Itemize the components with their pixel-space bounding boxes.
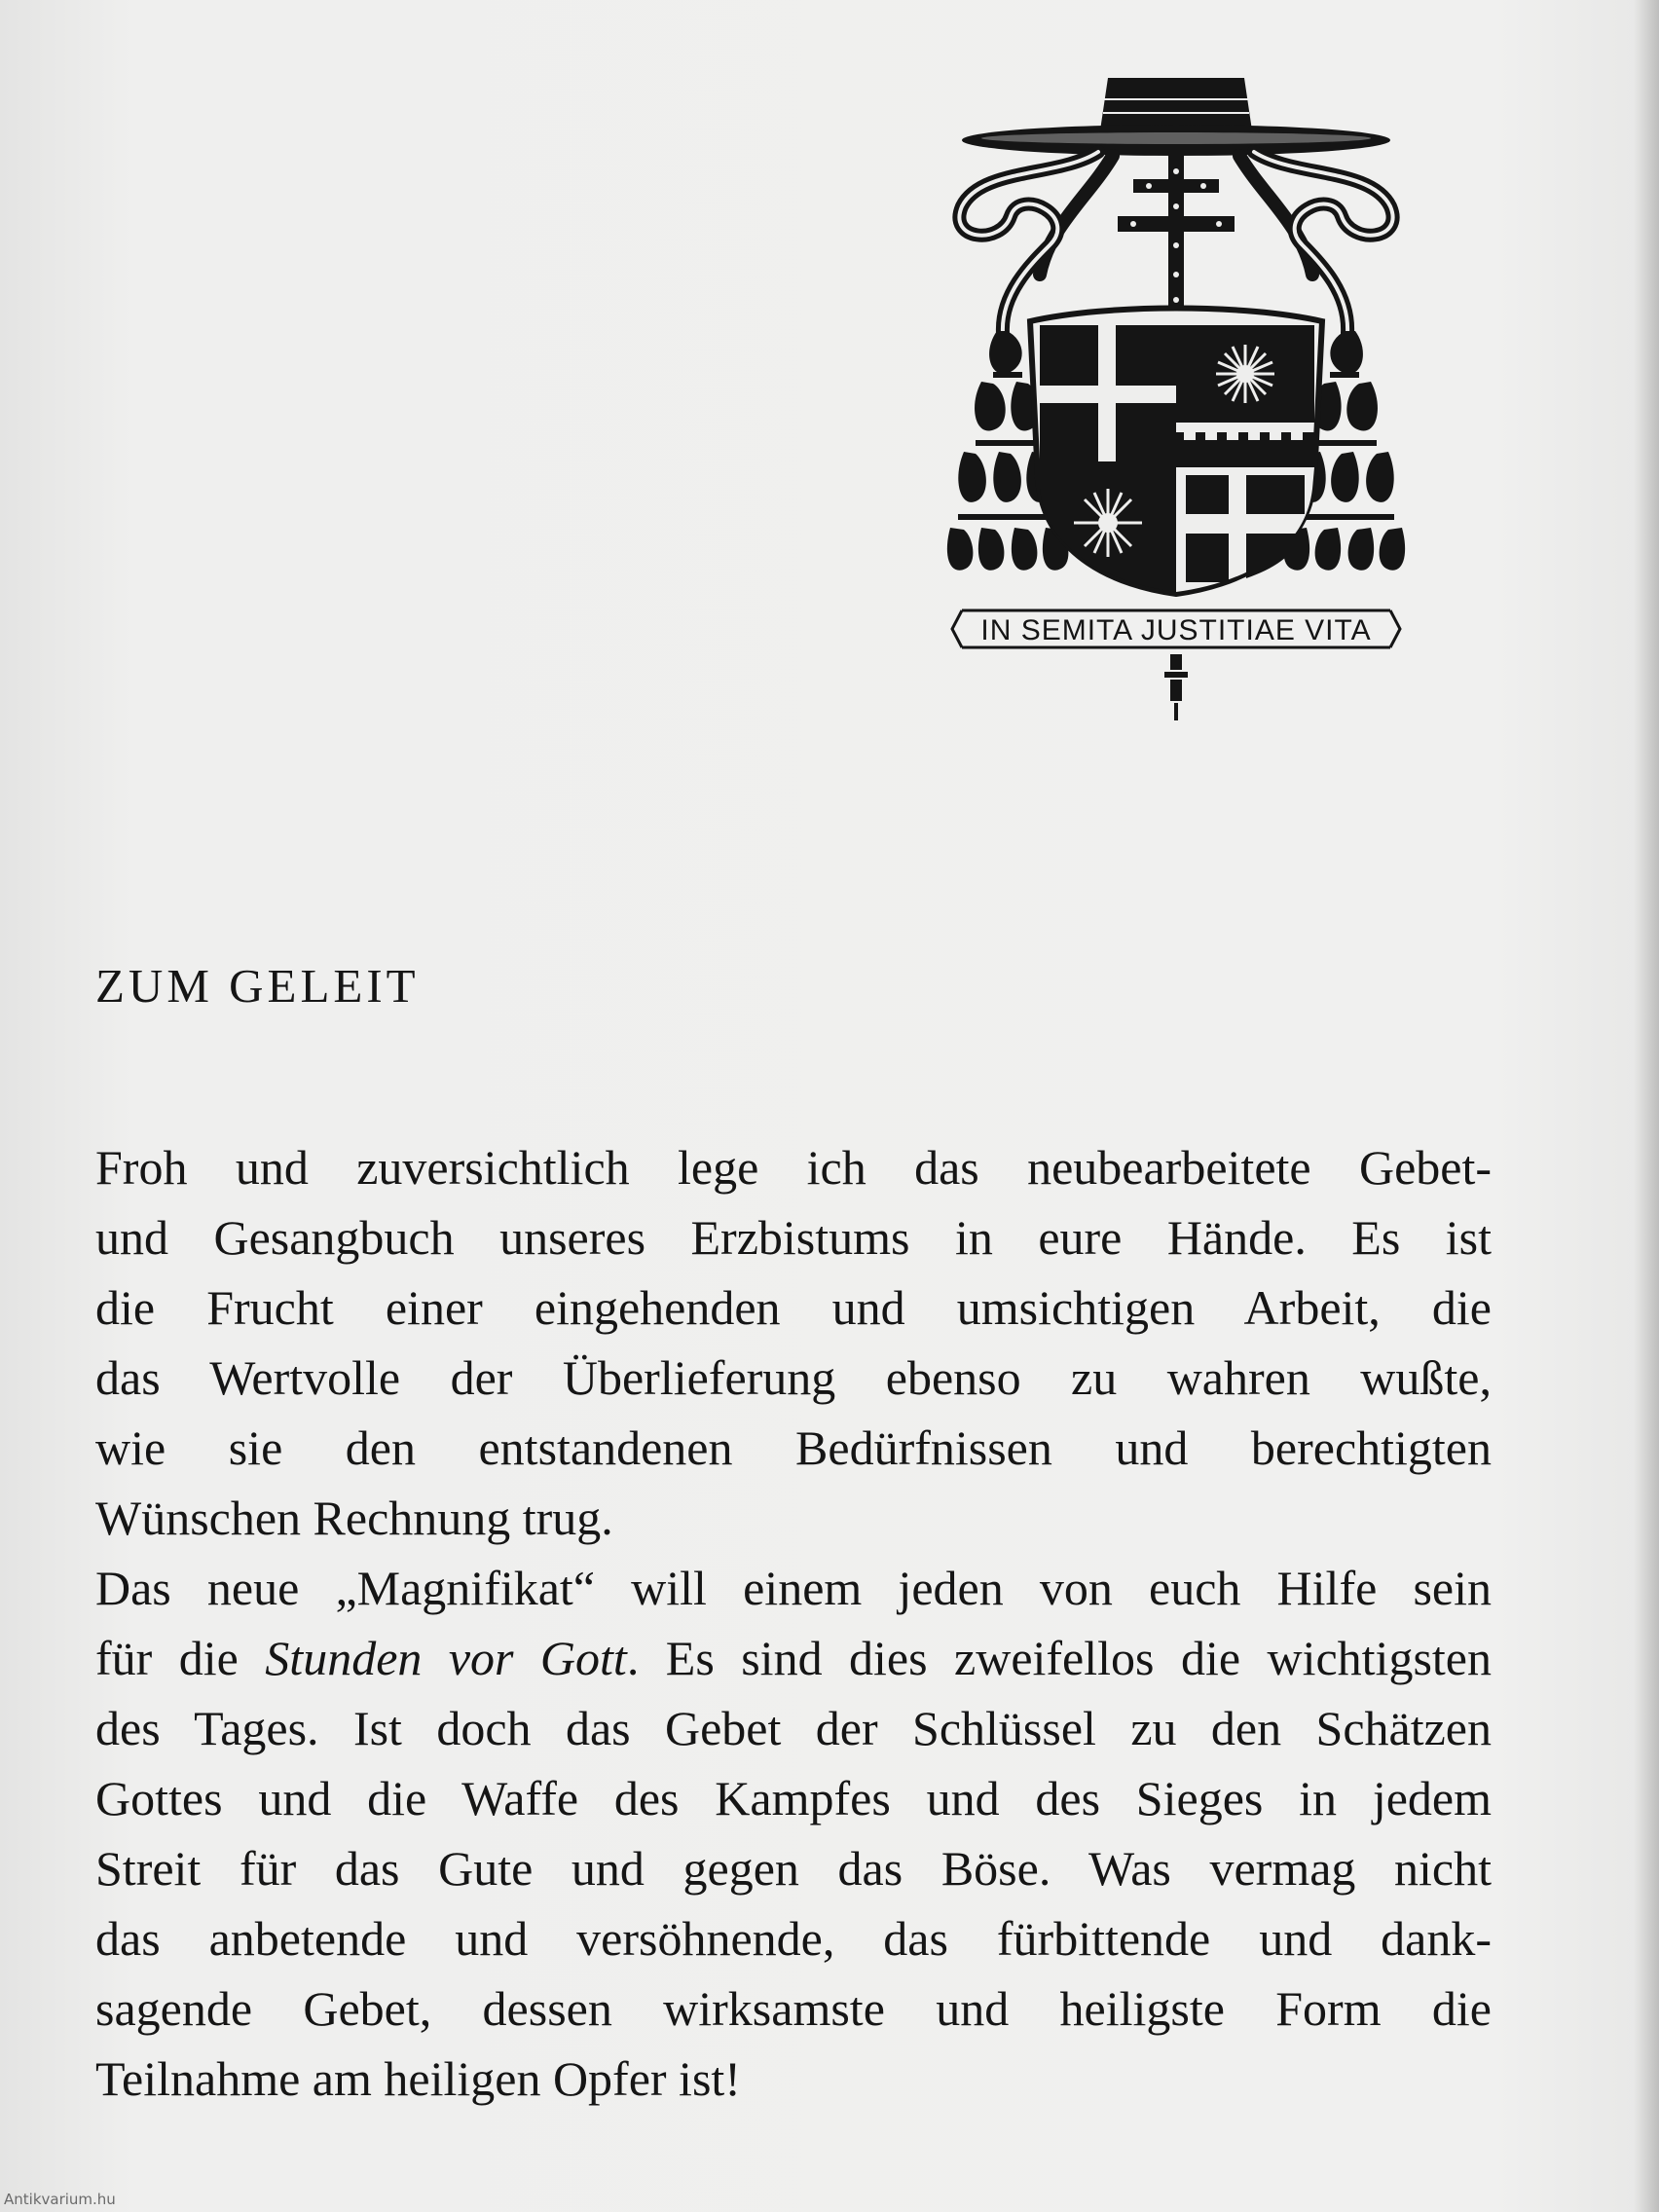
text-line: des Tages. Ist doch das Gebet der Schlüssel zu den Schätzen [95,1701,1492,1755]
page-edge-shadow [1634,0,1659,2212]
coat-of-arms-image [942,70,1410,732]
galero-hat-icon [962,78,1390,156]
watermark: Antikvarium.hu [4,2191,116,2208]
motto-band [952,610,1400,647]
italic-phrase: Stunden vor Gott [265,1631,627,1685]
text-line: die Frucht einer eingehenden und umsichtigen Arbeit, die [95,1280,1492,1335]
text-line: Gottes und die Waffe des Kampfes und des Sieges in jedem [95,1771,1492,1825]
text-line: und Gesangbuch unseres Erzbistums in eure Hände. Es ist [95,1210,1492,1265]
page-title: ZUM GELEIT [95,959,420,1013]
text-line: sagende Gebet, dessen wirksamste und heiligste Form die [95,1981,1492,2036]
motto-text: IN SEMITA JUSTITIAE VITA [980,614,1372,646]
text-line: Teilnahme am heiligen Opfer ist! [95,2051,741,2106]
text-line: das Wertvolle der Überlieferung ebenso zu wahren wußte, [95,1350,1492,1405]
text-line: wie sie den entstandenen Bedürfnissen und berechtigten [95,1420,1492,1475]
body-text [95,1132,1492,2114]
pendant-icon [1164,654,1188,720]
text-line [95,1623,1492,1693]
text-line: Froh und zuversichtlich lege ich das neubearbeitete Gebet- [95,1140,1492,1195]
heraldic-shield-icon [1030,309,1322,595]
text-line: Wünschen Rechnung trug. [95,1491,613,1545]
text-line: Das neue „Magnifikat“ will einem jeden von euch Hilfe sein [95,1561,1492,1615]
text-line: Streit für das Gute und gegen das Böse. Was vermag nicht [95,1841,1492,1896]
text-line: das anbetende und versöhnende, das fürbittende und dank- [95,1911,1492,1966]
text-fragment: . Es sind dies zweifellos die wichtigsten [626,1631,1492,1685]
text-fragment: für die [95,1631,266,1685]
